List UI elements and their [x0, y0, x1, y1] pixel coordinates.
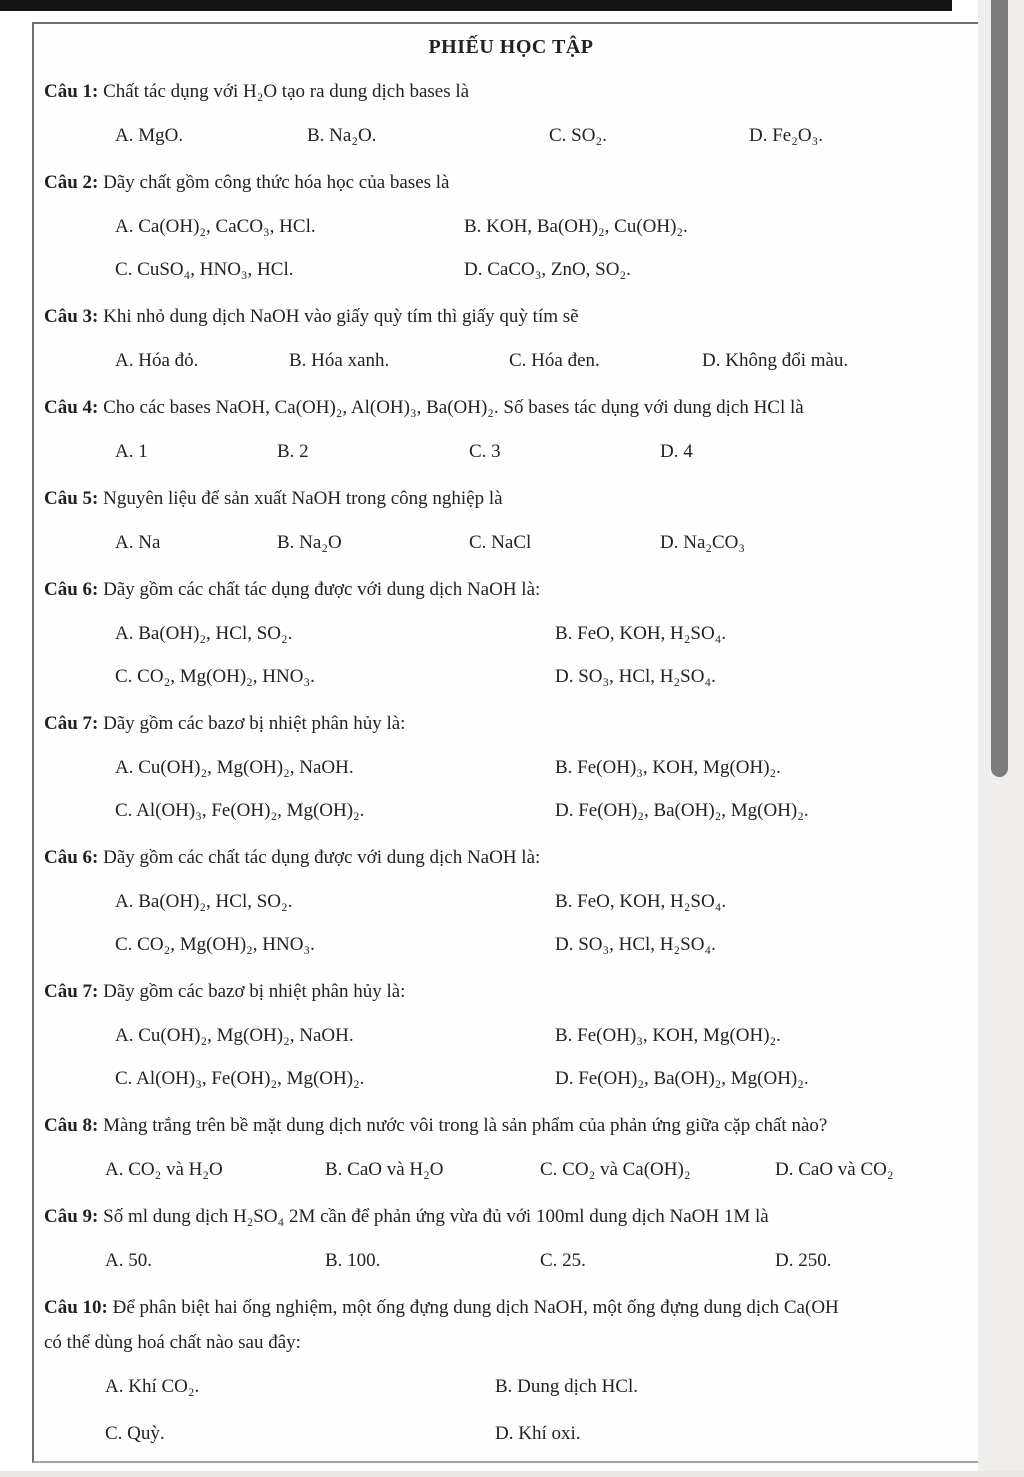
option-b: B. Fe(OH)₃, KOH, Mg(OH)₂. — [555, 757, 781, 778]
question-block — [44, 1202, 978, 1276]
option-b: B. Na₂O. — [307, 125, 377, 146]
option-d: D. CaO và CO₂ — [775, 1159, 894, 1180]
question-text: Dãy gồm các bazơ bị nhiệt phân hủy là: — [98, 713, 406, 734]
question-block — [44, 575, 978, 692]
question-label: Câu 9: — [44, 1206, 99, 1227]
question-text: Nguyên liệu để sản xuất NaOH trong công nghiệp là — [98, 488, 503, 509]
question-block — [44, 1293, 978, 1449]
question-block — [44, 393, 978, 467]
option-a: A. Cu(OH)₂, Mg(OH)₂, NaOH. — [115, 1025, 354, 1046]
option-d: D. SO₃, HCl, H₂SO₄. — [555, 666, 716, 687]
option-b: B. 2 — [277, 441, 309, 462]
option-d: D. SO₃, HCl, H₂SO₄. — [555, 934, 716, 955]
option-c: C. Hóa đen. — [509, 350, 600, 371]
question-stem — [44, 843, 978, 873]
question-block — [44, 843, 978, 960]
worksheet-box — [32, 22, 978, 1463]
question-stem — [44, 302, 978, 332]
question-text: Cho các bases NaOH, Ca(OH)₂, Al(OH)₃, Ba(OH)₂. Số bases tác dụng với dung dịch HCl là — [98, 397, 804, 418]
option-c: C. NaCl — [469, 532, 532, 553]
question-block — [44, 1111, 978, 1185]
options-group — [44, 437, 978, 467]
question-stem — [44, 1293, 978, 1323]
question-stem — [44, 484, 978, 514]
question-block — [44, 168, 978, 285]
question-label: Câu 7: — [44, 981, 99, 1002]
option-d: D. 250. — [775, 1250, 832, 1271]
option-c: C. CO₂ và Ca(OH)₂ — [540, 1159, 691, 1180]
option-d: D. 4 — [660, 441, 693, 462]
option-b: B. Hóa xanh. — [289, 350, 390, 371]
scrollbar-thumb[interactable] — [991, 0, 1008, 777]
option-b: B. KOH, Ba(OH)₂, Cu(OH)₂. — [464, 216, 688, 237]
question-stem — [44, 1202, 978, 1232]
page-title: PHIẾU HỌC TẬP — [428, 36, 594, 58]
question-label: Câu 10: — [44, 1297, 108, 1318]
option-d: D. Fe(OH)₂, Ba(OH)₂, Mg(OH)₂. — [555, 1068, 809, 1089]
question-block — [44, 77, 978, 151]
option-a: A. Khí CO₂. — [105, 1376, 200, 1397]
question-label: Câu 1: — [44, 81, 99, 102]
option-c: C. SO₂. — [549, 125, 607, 146]
question-stem — [44, 977, 978, 1007]
option-a: A. 1 — [115, 441, 148, 462]
options-group — [44, 212, 978, 285]
option-b: B. CaO và H₂O — [325, 1159, 444, 1180]
question-block — [44, 302, 978, 376]
options-group — [44, 887, 978, 960]
option-a: A. Hóa đỏ. — [115, 350, 199, 371]
option-c: C. Al(OH)₃, Fe(OH)₂, Mg(OH)₂. — [115, 800, 365, 821]
question-stem — [44, 1111, 978, 1141]
question-stem — [44, 393, 978, 423]
option-c: C. Quỳ. — [105, 1423, 165, 1444]
option-a: A. Ba(OH)₂, HCl, SO₂. — [115, 623, 293, 644]
question-text-line2: có thể dùng hoá chất nào sau đây: — [44, 1332, 301, 1353]
option-d: D. Khí oxi. — [495, 1423, 581, 1444]
option-b: B. 100. — [325, 1250, 381, 1271]
option-b: B. Na₂O — [277, 532, 342, 553]
option-c: C. CO₂, Mg(OH)₂, HNO₃. — [115, 934, 315, 955]
question-stem — [44, 709, 978, 739]
option-d: D. Na₂CO₃ — [660, 532, 746, 553]
options-group — [44, 1021, 978, 1094]
question-text: Dãy chất gồm công thức hóa học của bases là — [98, 172, 450, 193]
question-label: Câu 5: — [44, 488, 99, 509]
options-group — [44, 1372, 978, 1449]
option-a: A. Ba(OH)₂, HCl, SO₂. — [115, 891, 293, 912]
page-bottom-margin — [0, 1471, 1024, 1477]
option-c: C. CO₂, Mg(OH)₂, HNO₃. — [115, 666, 315, 687]
options-group — [44, 1246, 978, 1276]
options-group — [44, 619, 978, 692]
question-stem — [44, 168, 978, 198]
question-block — [44, 977, 978, 1094]
options-group — [44, 346, 978, 376]
option-d: D. Fe(OH)₂, Ba(OH)₂, Mg(OH)₂. — [555, 800, 809, 821]
option-d: D. Không đổi màu. — [702, 350, 849, 371]
option-a: A. Na — [115, 532, 161, 553]
option-a: A. Cu(OH)₂, Mg(OH)₂, NaOH. — [115, 757, 354, 778]
top-black-bar — [0, 0, 952, 11]
option-b: B. Dung dịch HCl. — [495, 1376, 639, 1397]
question-list — [44, 77, 978, 1449]
question-text: Chất tác dụng với H₂O tạo ra dung dịch bases là — [98, 81, 470, 102]
option-a: A. MgO. — [115, 125, 184, 146]
option-d: D. Fe₂O₃. — [749, 125, 823, 146]
question-text: Màng trắng trên bề mặt dung dịch nước vôi trong là sản phẩm của phản ứng giữa cặp chất nào? — [98, 1115, 828, 1136]
question-text: Khi nhỏ dung dịch NaOH vào giấy quỳ tím thì giấy quỳ tím sẽ — [98, 306, 579, 327]
options-group — [44, 528, 978, 558]
question-text: Dãy gồm các bazơ bị nhiệt phân hủy là: — [98, 981, 406, 1002]
options-group — [44, 753, 978, 826]
question-stem — [44, 77, 978, 107]
option-c: C. 3 — [469, 441, 501, 462]
option-c: C. Al(OH)₃, Fe(OH)₂, Mg(OH)₂. — [115, 1068, 365, 1089]
question-label: Câu 3: — [44, 306, 99, 327]
option-b: B. FeO, KOH, H₂SO₄. — [555, 623, 727, 644]
options-group — [44, 1155, 978, 1185]
option-b: B. FeO, KOH, H₂SO₄. — [555, 891, 727, 912]
question-label: Câu 8: — [44, 1115, 99, 1136]
question-label: Câu 7: — [44, 713, 99, 734]
option-a: A. CO₂ và H₂O — [105, 1159, 223, 1180]
option-d: D. CaCO₃, ZnO, SO₂. — [464, 259, 631, 280]
option-c: C. 25. — [540, 1250, 586, 1271]
question-label: Câu 6: — [44, 847, 99, 868]
option-a: A. Ca(OH)₂, CaCO₃, HCl. — [115, 216, 316, 237]
question-text: Để phân biệt hai ống nghiệm, một ống đựng dung dịch NaOH, một ống đựng dung dịch Ca(OH — [107, 1297, 839, 1318]
options-group — [44, 121, 978, 151]
question-label: Câu 4: — [44, 397, 99, 418]
option-c: C. CuSO₄, HNO₃, HCl. — [115, 259, 294, 280]
question-text: Dãy gồm các chất tác dụng được với dung dịch NaOH là: — [98, 847, 541, 868]
question-stem — [44, 575, 978, 605]
question-block — [44, 709, 978, 826]
question-text: Dãy gồm các chất tác dụng được với dung dịch NaOH là: — [98, 579, 541, 600]
question-block — [44, 484, 978, 558]
option-b: B. Fe(OH)₃, KOH, Mg(OH)₂. — [555, 1025, 781, 1046]
question-label: Câu 2: — [44, 172, 99, 193]
option-a: A. 50. — [105, 1250, 152, 1271]
question-label: Câu 6: — [44, 579, 99, 600]
question-text: Số ml dung dịch H₂SO₄ 2M cần để phản ứng vừa đủ với 100ml dung dịch NaOH 1M là — [98, 1206, 769, 1227]
